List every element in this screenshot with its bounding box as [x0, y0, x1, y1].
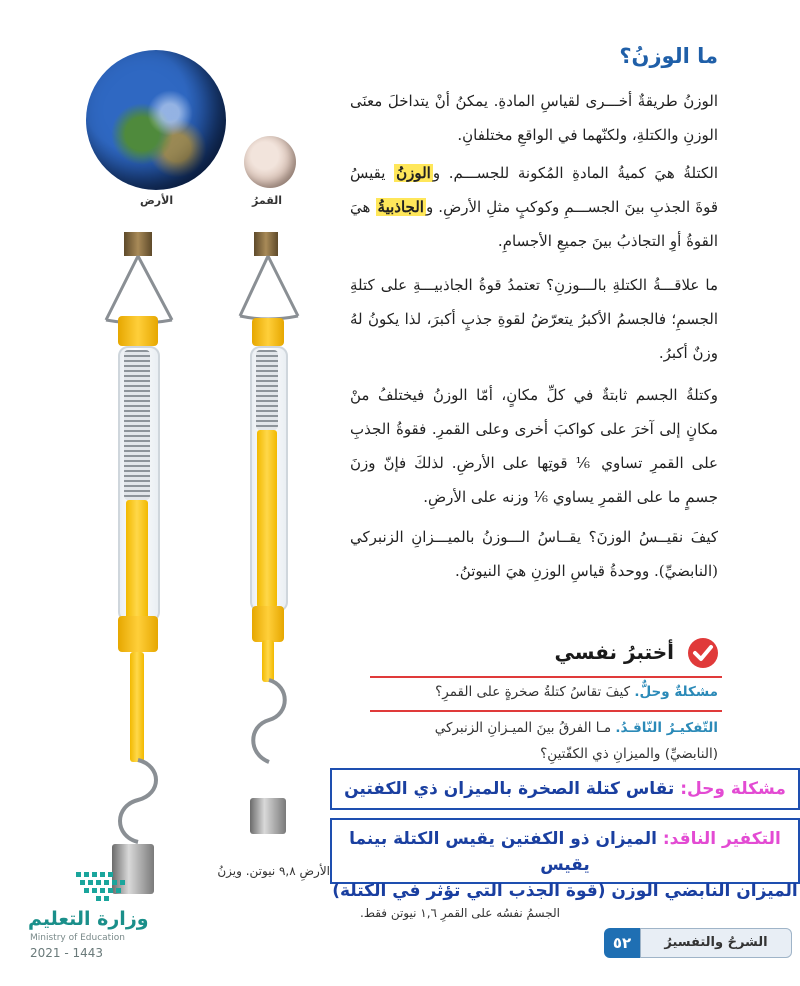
- paragraph-1: الوزنُ طريقةٌ أخـــرى لقياسِ المادةِ. يمكنُ أنْ يتداخلَ معنَى الوزنِ والكتلةِ، ولكنّهما في الواقعِ مختلفانِ.: [350, 92, 718, 144]
- s-hook-icon: [244, 676, 294, 766]
- paragraph-2: الكتلةُ هيَ كميةُ المادةِ المُكونة للجســـم. والوزنُ يقيسُ قوةَ الجذبِ بينَ الجســـمِ وكوكبٍ مثلِ الأرضِ. والجاذبيةُ هيَ القوةُ أوِ التجاذبُ بينَ جميعِ الأجسامِ.: [350, 164, 718, 250]
- question-1: مشكلةٌ وحلٌّ. كيفَ تقاسُ كتلةُ صخرةٍ على القمرِ؟: [435, 684, 718, 700]
- answer-box-2: التكفير الناقد: الميزان ذو الكفتين يقيس الكتلة بينما يقيس الميزان النابضي الوزن (قوة الجذب التي تؤثر في الكتلة): [330, 818, 800, 884]
- highlight-gravity: الجاذبيةُ: [377, 198, 424, 216]
- question-2: التّفكيـرُ النّاقـدُ. مـا الفرقُ بينَ الميـزانِ الزنبركي: [434, 720, 718, 736]
- section-footer-label: الشرحُ والتفسيرُ: [640, 928, 792, 958]
- highlight-weight: الوزنُ: [396, 164, 431, 182]
- check-mark-icon: [686, 636, 720, 670]
- paragraph-4: وكتلةُ الجسم ثابتةٌ في كلِّ مكانٍ، أمّا الوزنُ فيختلفُ منْ مكانٍ إلى آخرَ على كواكبَ أخرى وعلى القمرِ. فقوةُ الجذبِ على القمرِ تساوي ⅙ قوتِها على الأرضِ. لذلكَ فإنّ وزنَ جسمٍ ما على القمرِ يساوي ⅙ وزنه على الأرضِ.: [350, 386, 718, 506]
- moon-image: [244, 136, 296, 188]
- caption-line-1: الأرضِ ٩,٨ نيوتن. ويزنُ: [217, 864, 330, 878]
- caption-line-2: الجسمُ نفسُه على القمرِ ١,٦ نيوتن فقط.: [360, 906, 560, 920]
- ministry-name-ar: وزارة التعليم: [28, 908, 149, 930]
- ministry-logo-icon: [22, 870, 142, 908]
- paragraph-5: كيفَ نقيــسُ الوزنَ؟ يقــاسُ الـــوزنُ بالميـــزانِ الزنبركي (النابضيِّ). ووحدةُ قياسِ الوزنِ هيَ النيوتنُ.: [350, 528, 718, 580]
- moon-label: القمرُ: [252, 194, 283, 207]
- ministry-name-en: Ministry of Education: [30, 933, 125, 943]
- earth-label: الأرض: [140, 194, 174, 207]
- divider: [370, 676, 722, 678]
- page-number: ٥٢: [604, 928, 640, 958]
- section-heading: ما الوزنُ؟: [619, 44, 718, 68]
- question-2-continued: (النابضيِّ) والميزانِ ذي الكفّتينِ؟: [540, 746, 718, 762]
- check-yourself-title: أختبرُ نفسي: [554, 640, 674, 664]
- earth-image: [86, 50, 226, 190]
- divider: [370, 710, 722, 712]
- paragraph-3: ما علاقـــةُ الكتلةِ بالـــوزنِ؟ تعتمدُ قوةُ الجاذبيـــةِ على كتلةِ الجسمِ؛ فالجسمُ الأكبرُ يتعرّضُ لقوةِ جذبٍ أكبرَ، لذا يكونُ لهُ وزنٌ أكبرُ.: [350, 276, 718, 362]
- answer-box-1: مشكلة وحل: تقاس كتلة الصخرة بالميزان ذي الكفتين: [330, 768, 800, 810]
- s-hook-icon: [108, 756, 168, 846]
- edition-year: 2021 - 1443: [30, 946, 104, 960]
